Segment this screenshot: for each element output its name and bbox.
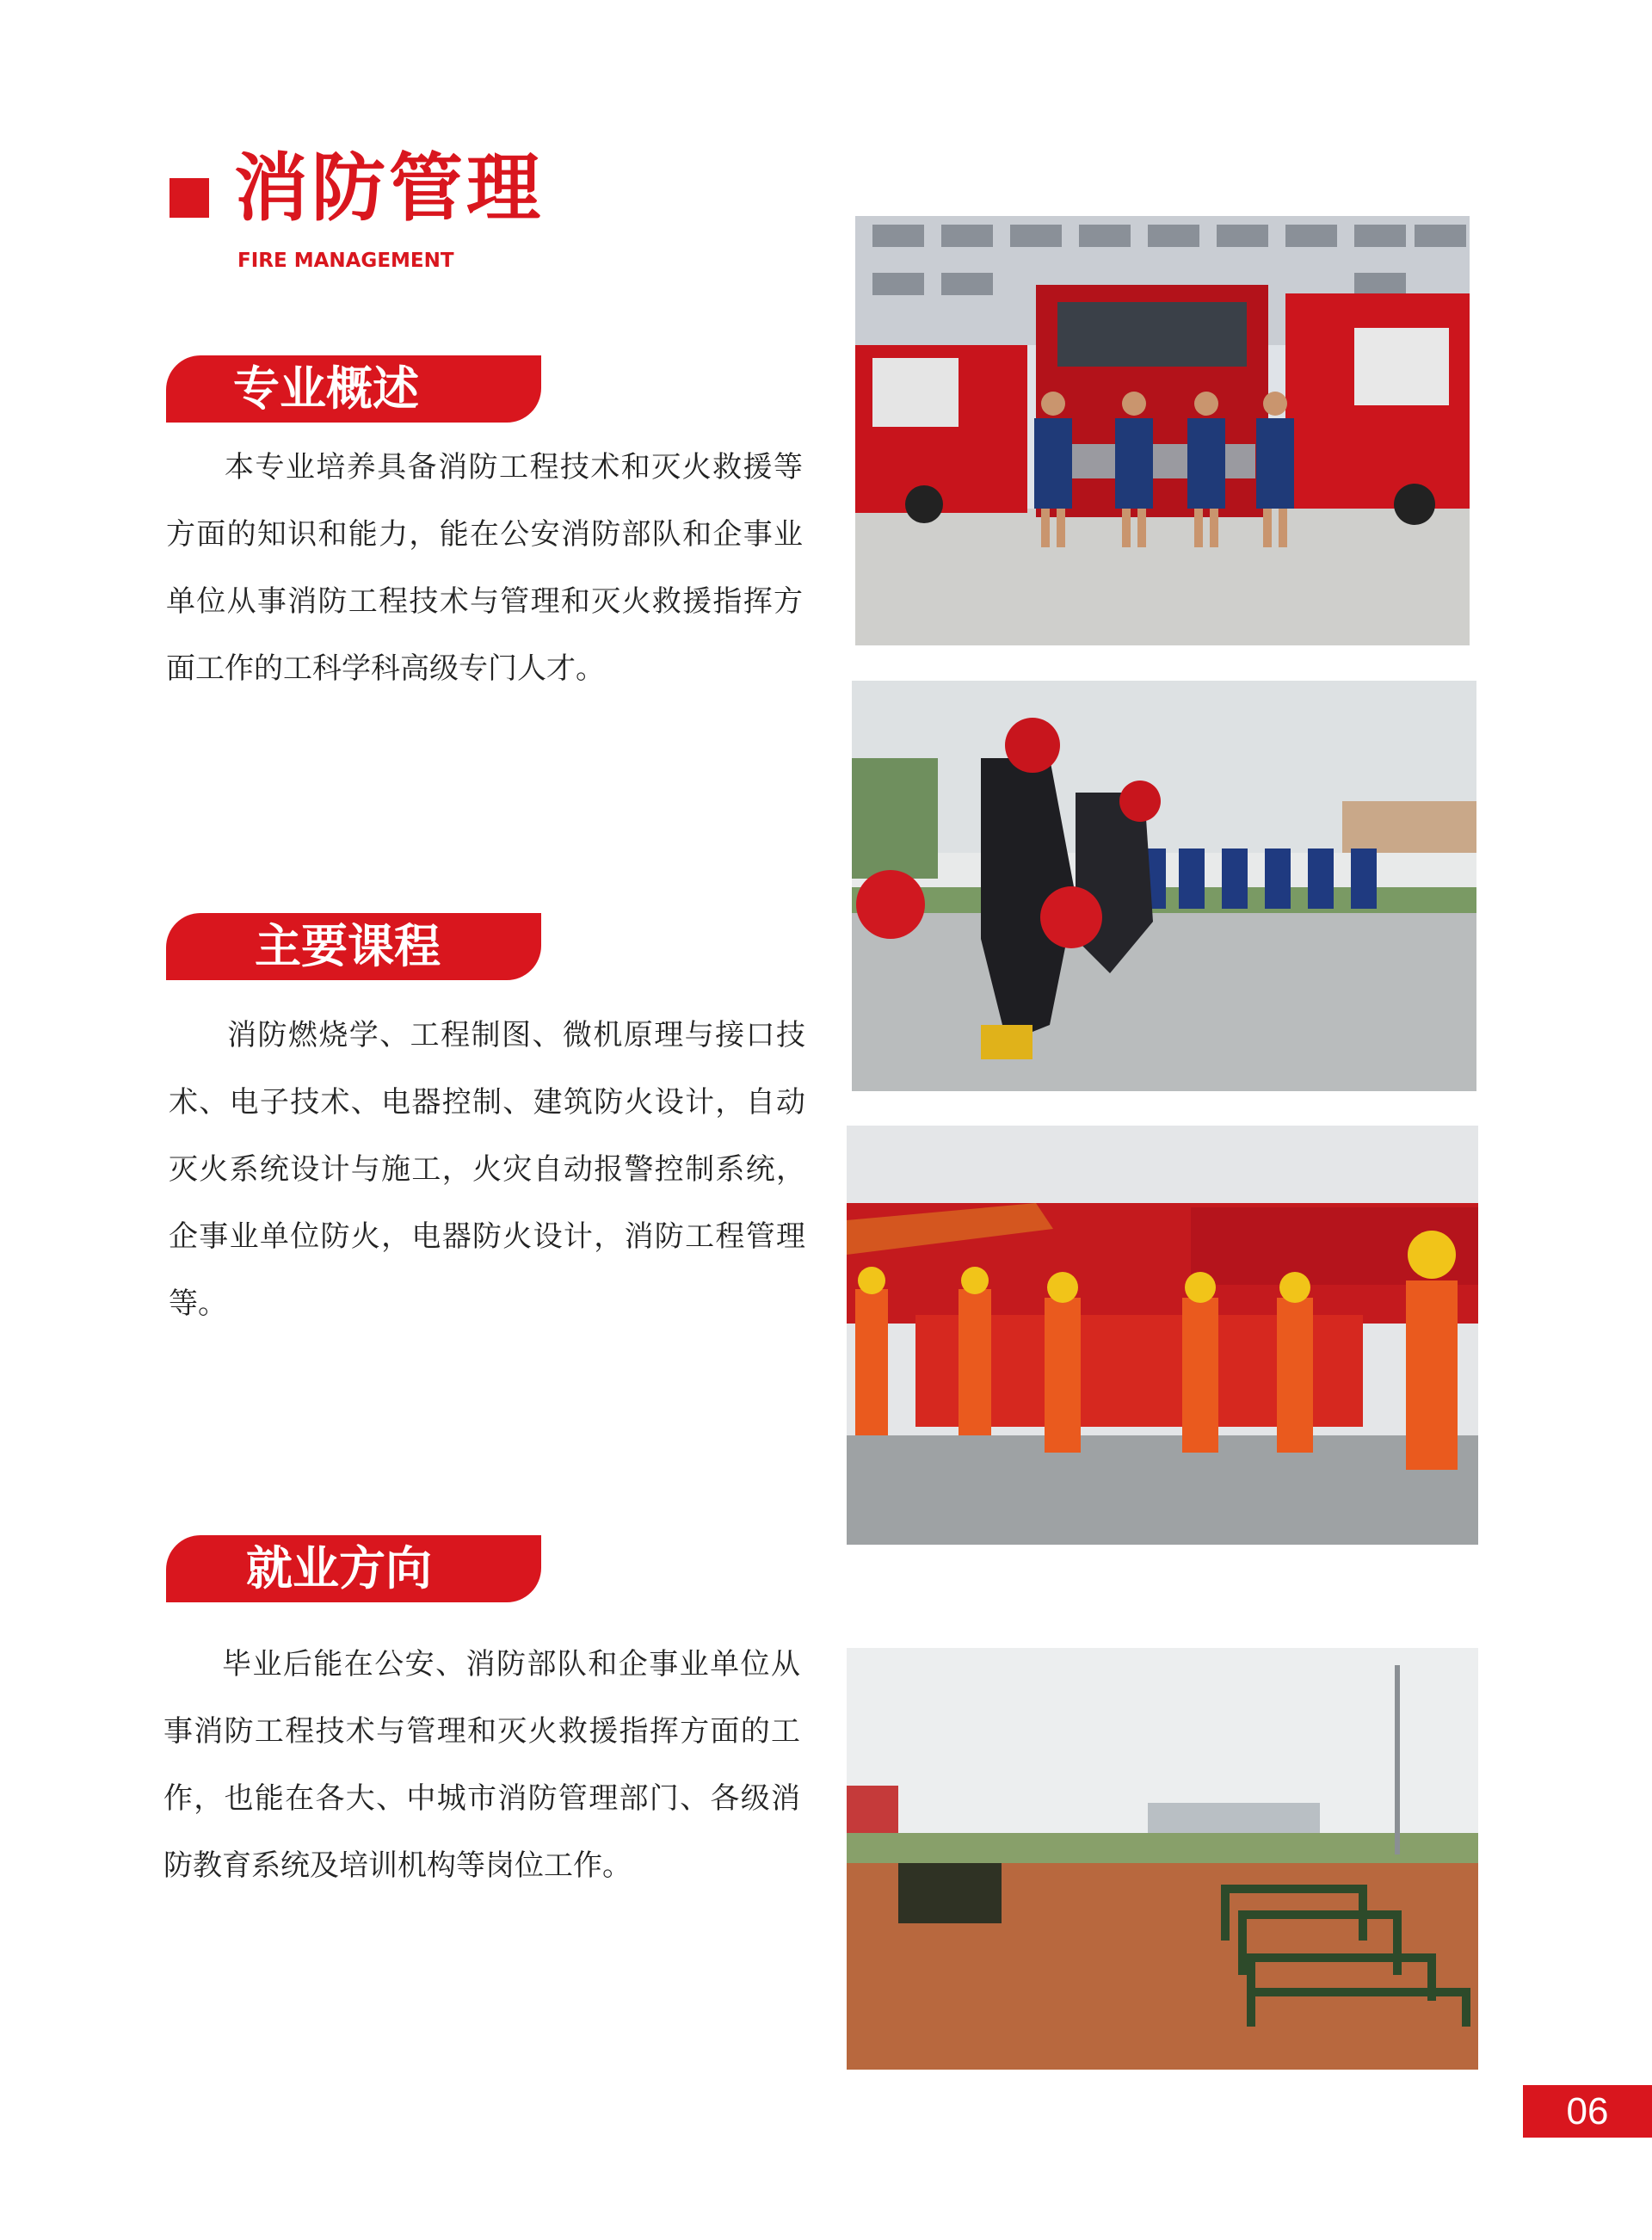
section-heading-label: 专业概述 xyxy=(233,361,419,416)
overview-paragraph: 本专业培养具备消防工程技术和灭火救援等方面的知识和能力，能在公安消防部队和企事业单位从事消防工程技术与管理和灭火救援指挥方面工作的工科学科高级专门人才。 xyxy=(166,450,803,686)
photo-firefighter-training-run xyxy=(852,681,1476,1091)
photo-cadets-fire-trucks xyxy=(855,216,1470,645)
page-number-badge xyxy=(1523,2085,1652,2138)
careers-paragraph: 毕业后能在公安、消防部队和企事业单位从事消防工程技术与管理和灭火救援指挥方面的工作，也能在各大、中城市消防管理部门、各级消防教育系统及培训机构等岗位工作。 xyxy=(163,1647,800,1883)
page-number: 06 xyxy=(1566,2090,1609,2132)
section-heading-label: 主要课程 xyxy=(255,919,441,973)
photo-training-ground xyxy=(847,1648,1478,2070)
section-heading-overview xyxy=(166,355,541,423)
title-marker-square xyxy=(170,178,209,218)
page-subtitle: FIRE MANAGEMENT xyxy=(237,250,454,272)
courses-paragraph: 消防燃烧学、工程制图、微机原理与接口技术、电子技术、电器控制、建筑防火设计，自动灭火系统设计与施工，火灾自动报警控制系统，企事业单位防火，电器防火设计，消防工程管理等。 xyxy=(169,1018,805,1321)
photo-rescue-team-boats xyxy=(847,1126,1478,1545)
section-heading-careers xyxy=(166,1535,541,1602)
section-heading-courses xyxy=(166,913,541,980)
section-heading-label: 就业方向 xyxy=(246,1541,432,1595)
page-title: 消防管理 xyxy=(234,145,544,231)
